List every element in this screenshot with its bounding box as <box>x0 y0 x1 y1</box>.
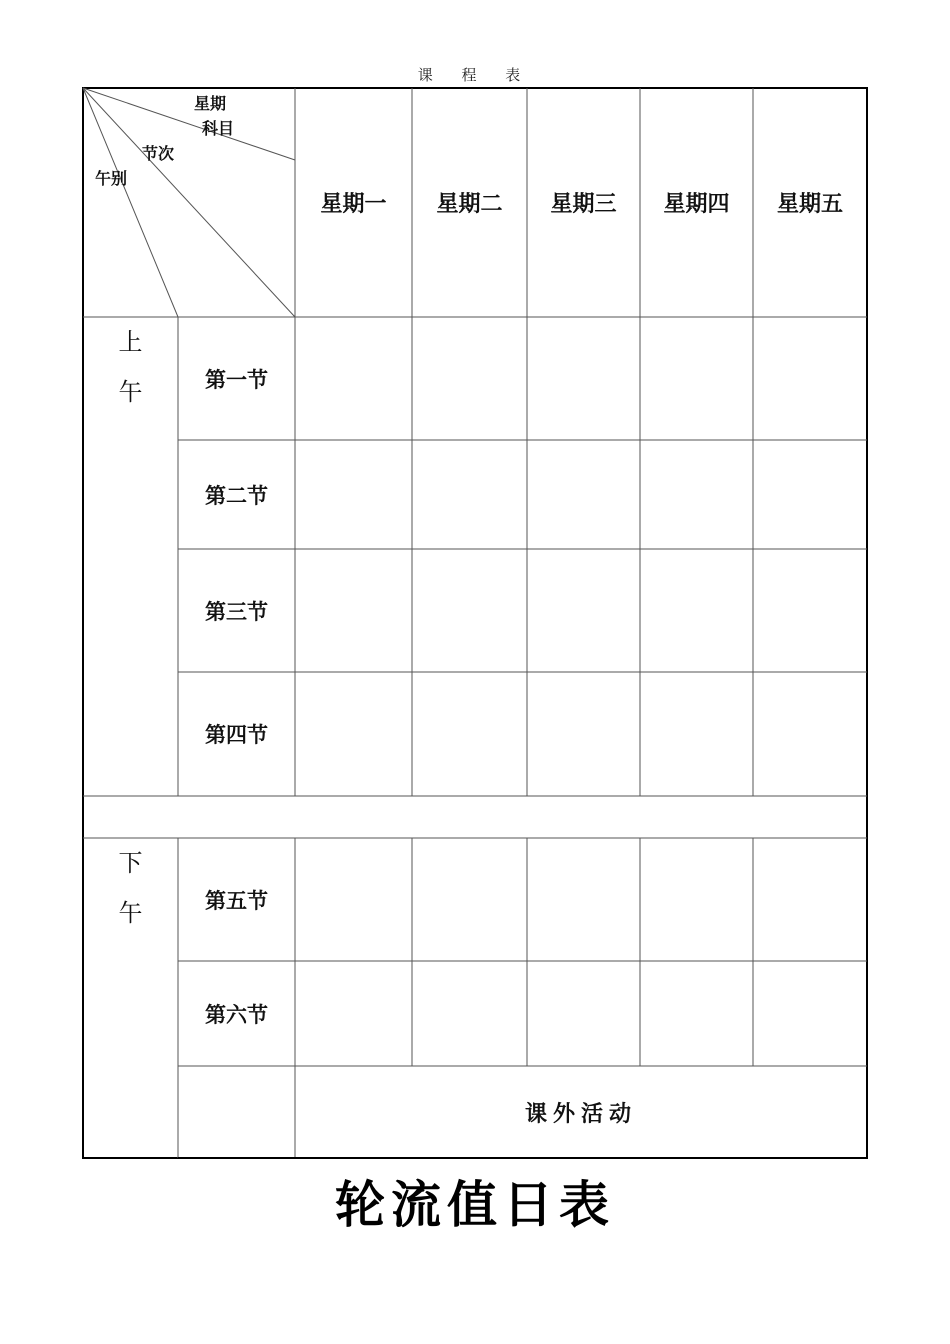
diagonal-label-weekday: 星期 <box>193 93 226 113</box>
day-header-tue: 星期二 <box>436 192 503 217</box>
day-header-fri: 星期五 <box>776 192 843 217</box>
day-header-mon: 星期一 <box>320 192 387 217</box>
morning-label <box>83 317 178 417</box>
duty-roster-title: 轮流值日表 <box>335 1175 615 1234</box>
period-label-4: 第四节 <box>205 723 268 747</box>
afternoon-label <box>83 838 178 938</box>
morning-label-bottom: 午 <box>118 378 143 406</box>
period-label-1: 第一节 <box>205 367 268 392</box>
day-header-thu: 星期四 <box>663 192 730 217</box>
afternoon-label-bottom: 午 <box>118 899 143 927</box>
diagonal-label-half-day: 午别 <box>94 168 127 188</box>
period-label-5: 第五节 <box>205 888 268 913</box>
period-label-3: 第三节 <box>205 599 268 624</box>
diagonal-line-2 <box>83 88 295 317</box>
diagonal-line-3 <box>83 88 178 317</box>
period-label-6: 第六节 <box>205 1002 268 1027</box>
afternoon-label-top: 下 <box>118 849 143 877</box>
page-title: 课 程 表 <box>417 66 533 84</box>
diagonal-label-subject: 科目 <box>201 118 234 138</box>
morning-label-top: 上 <box>118 328 143 356</box>
activity-label: 课外活动 <box>524 1101 637 1127</box>
period-label-2: 第二节 <box>205 483 268 508</box>
diagonal-label-period: 节次 <box>141 143 174 163</box>
day-header-wed: 星期三 <box>550 192 617 217</box>
